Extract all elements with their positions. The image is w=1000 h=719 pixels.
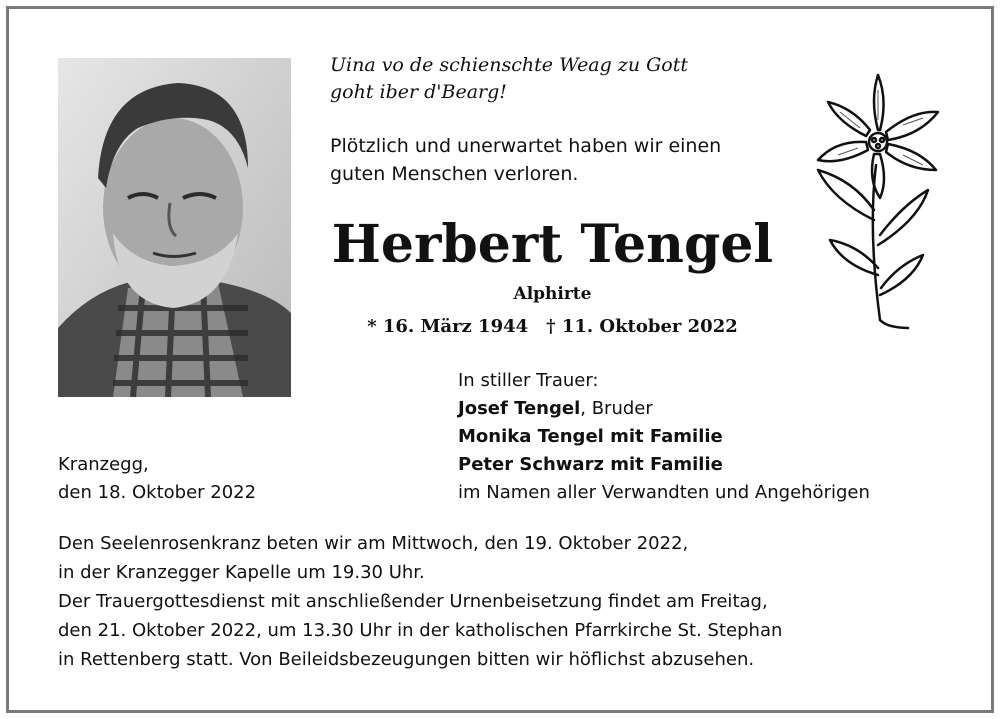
intro-line: Plötzlich und unerwartet haben wir einen [330, 135, 722, 157]
mourners-heading: In stiller Trauer: [458, 370, 599, 391]
birth-date: * 16. März 1944 [367, 316, 529, 337]
mourner-name: Josef Tengel [458, 398, 581, 419]
edelweiss-icon [808, 70, 948, 339]
service-notice [58, 529, 782, 674]
notice-line: in der Kranzegger Kapelle um 19.30 Uhr. [58, 562, 425, 583]
mourner-relation: , Bruder [580, 398, 653, 419]
place-date [58, 451, 256, 507]
life-dates [330, 316, 775, 337]
mourner-entry [458, 395, 870, 423]
verse-line: Uina vo de schienschte Weag zu Gott [330, 54, 689, 76]
death-date: † 11. Oktober 2022 [546, 316, 738, 337]
verse [330, 52, 688, 106]
intro-text [330, 132, 721, 188]
date: den 18. Oktober 2022 [58, 482, 257, 503]
mourner-entry [458, 451, 870, 479]
deceased-name: Herbert Tengel [331, 214, 774, 275]
mourners-closing: im Namen aller Verwandten und Angehörigen [458, 482, 870, 503]
mourner-name: Monika Tengel mit Familie [458, 426, 723, 447]
mourner-name: Peter Schwarz mit Familie [458, 454, 723, 475]
intro-line: guten Menschen verloren. [330, 163, 579, 185]
mourners-block [458, 367, 870, 507]
mourner-entry [458, 423, 870, 451]
notice-line: in Rettenberg statt. Von Beileidsbezeugungen bitten wir höflichst abzusehen. [58, 649, 755, 670]
notice-line: Der Trauergottesdienst mit anschließender Urnenbeisetzung findet am Freitag, [58, 591, 768, 612]
verse-line: goht iber d'Bearg! [330, 81, 507, 103]
deceased-occupation: Alphirte [513, 284, 592, 304]
place: Kranzegg, [58, 454, 149, 475]
notice-line: Den Seelenrosenkranz beten wir am Mittwoch, den 19. Oktober 2022, [58, 533, 689, 554]
portrait-photo [58, 58, 291, 397]
notice-line: den 21. Oktober 2022, um 13.30 Uhr in der katholischen Pfarrkirche St. Stephan [58, 620, 783, 641]
